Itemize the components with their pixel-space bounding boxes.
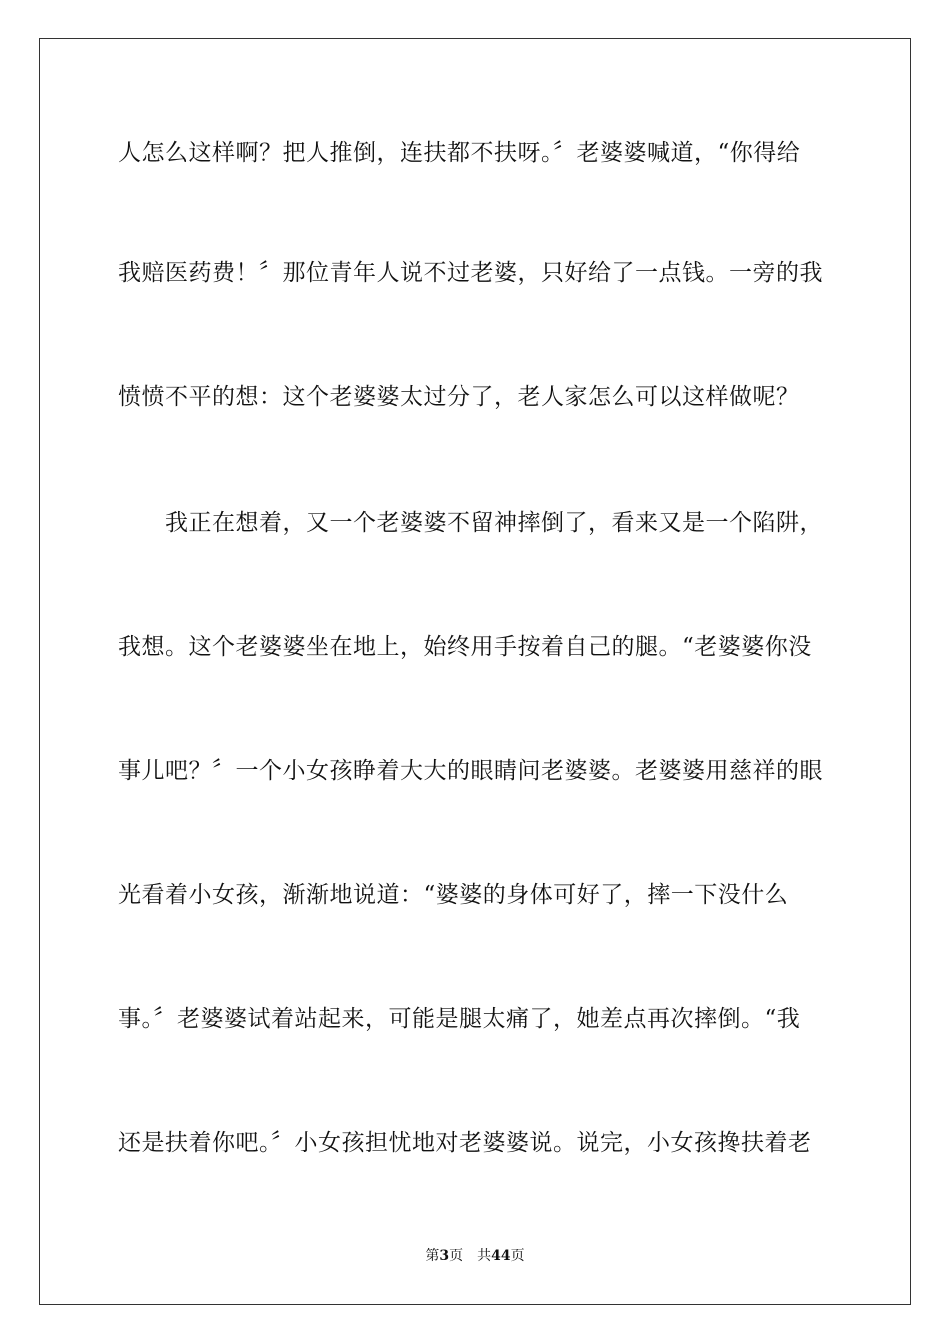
page-suffix: 页 <box>449 1248 464 1264</box>
body-text-line: 愤愤不平的想：这个老婆婆太过分了，老人家怎么可以这样做呢？ <box>118 384 800 410</box>
page-prefix: 第 <box>425 1248 440 1264</box>
page-number: 3 <box>439 1248 450 1264</box>
body-text-line: 人怎么这样啊？把人推倒，连扶都不扶呀。〞老婆婆喊道，“你得给 <box>118 140 801 166</box>
total-suffix: 页 <box>510 1248 525 1264</box>
body-text-line: 我想。这个老婆婆坐在地上，始终用手按着自己的腿。“老婆婆你没 <box>118 634 812 660</box>
page-border <box>39 38 911 1305</box>
body-text-line: 事。〞老婆婆试着站起来，可能是腿太痛了，她差点再次摔倒。“我 <box>118 1006 801 1032</box>
body-text-line: 我正在想着，又一个老婆婆不留神摔倒了，看来又是一个陷阱， <box>118 510 823 536</box>
body-text-line: 还是扶着你吧。〞小女孩担忧地对老婆婆说。说完，小女孩搀扶着老 <box>118 1130 812 1156</box>
body-text-line: 我赔医药费！〞那位青年人说不过老婆，只好给了一点钱。一旁的我 <box>118 260 823 286</box>
page-footer <box>0 1247 950 1265</box>
body-text-line: 事儿吧？〞一个小女孩睁着大大的眼睛问老婆婆。老婆婆用慈祥的眼 <box>118 758 823 784</box>
total-pages: 44 <box>491 1248 511 1264</box>
body-text-line: 光看着小女孩，渐渐地说道：“婆婆的身体可好了，摔一下没什么 <box>118 882 789 908</box>
total-prefix: 共 <box>477 1248 492 1264</box>
